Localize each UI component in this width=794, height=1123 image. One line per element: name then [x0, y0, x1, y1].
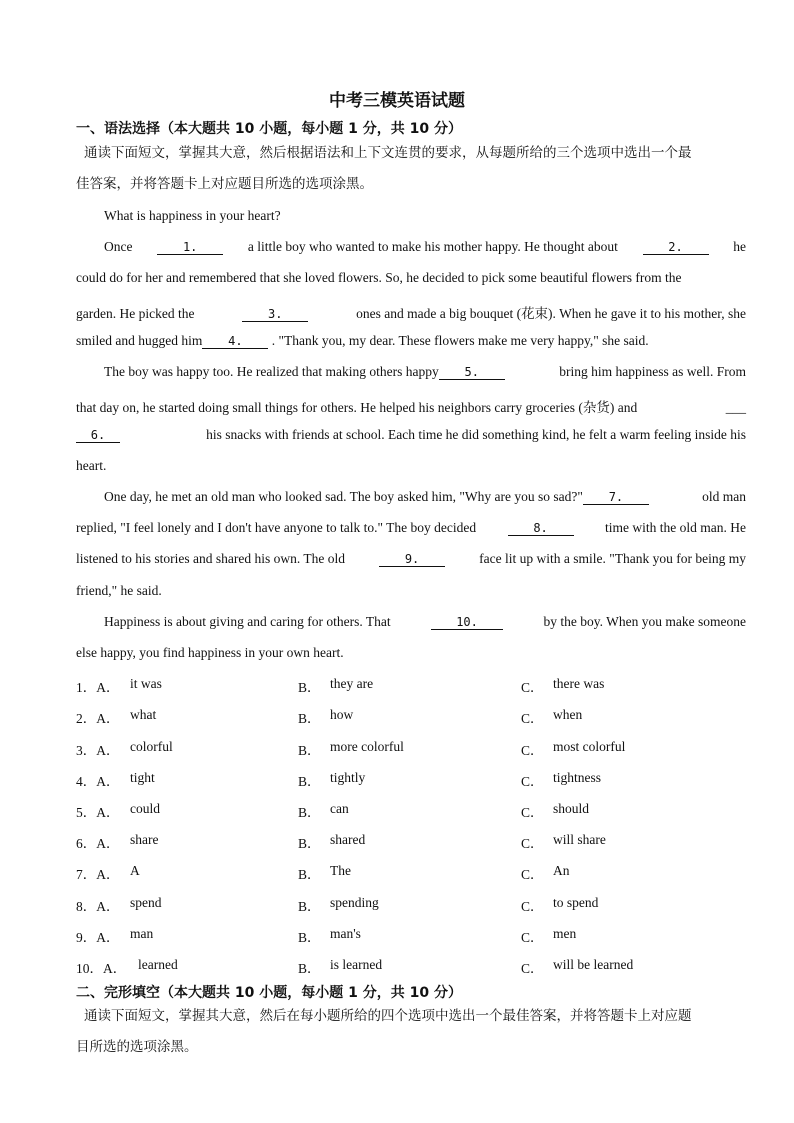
blank-2[interactable]: 2. [643, 240, 709, 255]
exam-page: 中考三模英语试题 一、语法选择（本大题共 10 小题，每小题 1 分，共 10 分） 通读下面短文，掌握其大意，然后根据语法和上下文连贯的要求，从每题所给的三个选项中选出一个最 佳答案，并将答题卡上对应题目所选的选项涂黑。 What is happiness in your heart? Once 1. a little boy who wanted to make his mother happy. He thought about 2. he could do for her and remembered that she loved flowers. So, he decided to pick some beautiful flowers from the garden. He picked the 3. ones and made a big bouquet (花束). When he gave it to his mother, she smiled and hugged him 4. . "Thank you, my dear. These flowers make me very happy," she said. The boy was happy too. He realized that making others happy 5. bring him happiness as well. From that day on, he started doing small things for others. He helped his neighbors carry groceries (杂货) and ___ 6. his snacks with friends at school. Each time he did something kind, he felt a warm feeling inside his heart. One day, he met an old man who looked sad. The boy asked him, "Why are you so sad?" 7. old man replied, "I feel lonely and I don't have anyone to talk to." The boy decided 8. time with the old man. He listened to his stories and shared his own. The old 9. face lit up with a smile. "Thank you for being my friend," he said. Happiness is about giving and caring for others. That 10. by the boy. When you make someone else happy, you find happiness in your own heart. 1．A． it was B． they are C． there was 2．A． what B． how C． when 3．A． colorful B． more colorful C． most colorful 4．A． tight B． tightly C． tightness 5．A． could B． can C． should 6．A． share B． shared C． will share 7．A． A B． The C． An 8．A． spend B． spending C． to spend 9．A． man B． man's C． men 10．A． learned B． is learned C． will be learned 二、完形填空（本大题共 10 小题，每小题 1 分，共 10 分） 通读下面短文，掌握其大意，然后在每小题所给的四个选项中选出一个最佳答案，并将答题卡上对应题 目所选的选项涂黑。 [0, 0, 794, 1123]
passage-line: The boy was happy too. He realized that making others happy 5. bring him happiness as well. From [104, 364, 746, 379]
option-b[interactable]: man's [330, 926, 361, 941]
blank-1[interactable]: 1. [157, 240, 223, 255]
option-a[interactable]: man [130, 926, 154, 941]
option-a[interactable]: spend [130, 895, 162, 910]
option-c[interactable]: men [553, 926, 577, 941]
option-b[interactable]: more colorful [330, 739, 404, 754]
option-c[interactable]: most colorful [553, 739, 626, 754]
section2-heading: 二、完形填空（本大题共 10 小题，每小题 1 分，共 10 分） [76, 985, 462, 1001]
section1-instruction-line2: 佳答案，并将答题卡上对应题目所选的选项涂黑。 [76, 176, 373, 192]
option-a[interactable]: share [130, 832, 159, 847]
passage-line: listened to his stories and shared his own. The old 9. face lit up with a smile. "Thank you for being my [76, 551, 746, 566]
option-c[interactable]: An [553, 863, 570, 878]
section1-heading: 一、语法选择（本大题共 10 小题，每小题 1 分，共 10 分） [76, 121, 462, 137]
passage-line: else happy, you find happiness in your own heart. [76, 645, 344, 660]
passage-line: replied, "I feel lonely and I don't have anyone to talk to." The boy decided 8. time with the old man. He [76, 520, 746, 535]
passage-line: garden. He picked the 3. ones and made a big bouquet (花束). When he gave it to his mother, she [76, 306, 746, 321]
passage-line: Once 1. a little boy who wanted to make his mother happy. He thought about 2. he [104, 239, 746, 254]
option-b[interactable]: The [330, 863, 351, 878]
blank-5[interactable]: 5. [439, 365, 505, 380]
passage-line: friend," he said. [76, 583, 162, 598]
passage-line: that day on, he started doing small things for others. He helped his neighbors carry groceries (杂货) and ___ [76, 400, 746, 415]
section1-instruction-line1: 通读下面短文，掌握其大意，然后根据语法和上下文连贯的要求，从每题所给的三个选项中选出一个最 [84, 145, 692, 161]
passage-line: Happiness is about giving and caring for others. That 10. by the boy. When you make someone [104, 614, 746, 629]
option-a[interactable]: colorful [130, 739, 173, 754]
option-c[interactable]: tightness [553, 770, 602, 785]
page-title: 中考三模英语试题 [329, 91, 465, 111]
passage-line: heart. [76, 458, 107, 473]
option-c[interactable]: to spend [553, 895, 599, 910]
option-b[interactable]: shared [330, 832, 366, 847]
option-c[interactable]: will share [553, 832, 606, 847]
blank-8[interactable]: 8. [508, 521, 574, 536]
passage-line: One day, he met an old man who looked sad. The boy asked him, "Why are you so sad?" 7. old man [104, 489, 746, 504]
blank-6[interactable]: 6. [76, 428, 120, 443]
blank-9[interactable]: 9. [379, 552, 445, 567]
option-c[interactable]: should [553, 801, 590, 816]
option-a[interactable]: learned [138, 957, 178, 972]
option-a[interactable]: A [130, 863, 140, 878]
option-a[interactable]: it was [130, 676, 162, 691]
section2-instruction-line1: 通读下面短文，掌握其大意，然后在每小题所给的四个选项中选出一个最佳答案，并将答题卡上对应题 [84, 1008, 692, 1024]
passage-title: What is happiness in your heart? [104, 208, 281, 223]
option-c[interactable]: will be learned [553, 957, 634, 972]
option-b[interactable]: can [330, 801, 349, 816]
option-c[interactable]: when [553, 707, 583, 722]
option-b[interactable]: how [330, 707, 354, 722]
option-b[interactable]: spending [330, 895, 379, 910]
blank-3[interactable]: 3. [242, 307, 308, 322]
blank-7[interactable]: 7. [583, 490, 649, 505]
passage-line: could do for her and remembered that she loved flowers. So, he decided to pick some beautiful flowers from the [76, 270, 682, 285]
blank-10[interactable]: 10. [431, 615, 503, 630]
option-a[interactable]: could [130, 801, 160, 816]
passage-line: 6. his snacks with friends at school. Each time he did something kind, he felt a warm feeling inside his [76, 427, 746, 443]
section2-instruction-line2: 目所选的选项涂黑。 [76, 1039, 198, 1055]
option-a[interactable]: tight [130, 770, 155, 785]
option-b[interactable]: they are [330, 676, 374, 691]
option-b[interactable]: is learned [330, 957, 383, 972]
option-b[interactable]: tightly [330, 770, 366, 785]
blank-4[interactable]: 4. [202, 334, 268, 349]
option-c[interactable]: there was [553, 676, 605, 691]
passage-line: smiled and hugged him 4. . "Thank you, my dear. These flowers make me very happy," she said. [76, 333, 649, 348]
option-a[interactable]: what [130, 707, 157, 722]
